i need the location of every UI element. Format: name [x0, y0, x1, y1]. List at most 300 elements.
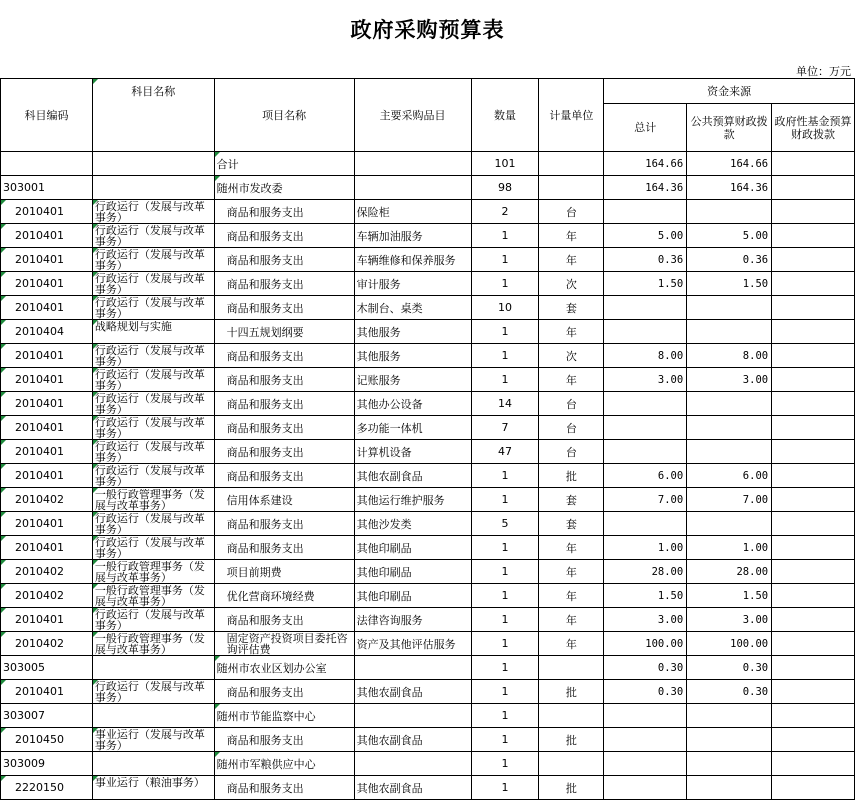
- cell-fund: [772, 176, 855, 200]
- cell-qty: 47: [471, 440, 539, 464]
- cell-measure: 年: [539, 368, 604, 392]
- cell-measure: 年: [539, 632, 604, 656]
- cell-code: 2010402: [1, 560, 93, 584]
- cell-subject: [92, 656, 214, 680]
- cell-qty: 7: [471, 416, 539, 440]
- cell-public: 0.30: [687, 656, 772, 680]
- table-row: [1, 512, 855, 536]
- cell-item: 木制台、桌类: [354, 296, 471, 320]
- cell-code: 2010401: [1, 344, 93, 368]
- cell-code: 2010401: [1, 248, 93, 272]
- cell-fund: [772, 368, 855, 392]
- cell-fund: [772, 632, 855, 656]
- cell-item: [354, 704, 471, 728]
- cell-public: 8.00: [687, 344, 772, 368]
- cell-fund: [772, 752, 855, 776]
- cell-subject: [92, 176, 214, 200]
- cell-code: 2010401: [1, 272, 93, 296]
- cell-code: 303009: [1, 752, 93, 776]
- cell-fund: [772, 512, 855, 536]
- cell-item: 其他印刷品: [354, 536, 471, 560]
- cell-measure: [539, 656, 604, 680]
- cell-total: 1.50: [604, 272, 687, 296]
- cell-project: 商品和服务支出: [214, 272, 354, 296]
- cell-fund: [772, 416, 855, 440]
- cell-fund: [772, 728, 855, 752]
- cell-total: 7.00: [604, 488, 687, 512]
- cell-measure: 批: [539, 464, 604, 488]
- cell-subject-text: 事业运行（粮油事务）: [94, 777, 205, 788]
- header-subject: 科目名称: [92, 79, 214, 152]
- cell-project: 商品和服务支出: [214, 248, 354, 272]
- cell-total: [604, 776, 687, 800]
- table-row: [1, 296, 855, 320]
- table-row: [1, 368, 855, 392]
- header-qty: 数量: [471, 79, 539, 152]
- cell-total: 100.00: [604, 632, 687, 656]
- cell-total: 3.00: [604, 608, 687, 632]
- cell-item: 计算机设备: [354, 440, 471, 464]
- table-row: [1, 416, 855, 440]
- cell-project: 商品和服务支出: [214, 368, 354, 392]
- cell-subject-text: 行政运行（发展与改革事务）: [94, 225, 205, 247]
- cell-public: [687, 392, 772, 416]
- table-row: [1, 440, 855, 464]
- cell-qty: 1: [471, 584, 539, 608]
- cell-item: 车辆加油服务: [354, 224, 471, 248]
- cell-fund: [772, 776, 855, 800]
- cell-fund: [772, 584, 855, 608]
- cell-project: 商品和服务支出: [214, 224, 354, 248]
- cell-subject-text: 一般行政管理事务（发展与改革事务）: [94, 489, 205, 511]
- header-fund: 政府性基金预算财政拨款: [772, 104, 855, 152]
- cell-subject: [92, 560, 214, 584]
- cell-subject-text: 行政运行（发展与改革事务）: [94, 249, 205, 271]
- table-row: [1, 656, 855, 680]
- cell-total: [604, 728, 687, 752]
- cell-qty: 2: [471, 200, 539, 224]
- cell-qty: 1: [471, 320, 539, 344]
- cell-item: [354, 152, 471, 176]
- table-row: [1, 464, 855, 488]
- cell-subject-text: 行政运行（发展与改革事务）: [94, 369, 205, 391]
- cell-qty: 14: [471, 392, 539, 416]
- cell-subject: [92, 320, 214, 344]
- cell-qty: 1: [471, 656, 539, 680]
- cell-qty: 1: [471, 704, 539, 728]
- cell-measure: 次: [539, 272, 604, 296]
- cell-measure: 台: [539, 200, 604, 224]
- cell-subject-text: 行政运行（发展与改革事务）: [94, 393, 205, 415]
- cell-public: 28.00: [687, 560, 772, 584]
- cell-code: 2010450: [1, 728, 93, 752]
- budget-table: [0, 78, 855, 800]
- cell-subject-text: 行政运行（发展与改革事务）: [94, 465, 205, 487]
- cell-total: [604, 320, 687, 344]
- cell-item: 其他农副食品: [354, 776, 471, 800]
- cell-subject: [92, 728, 214, 752]
- cell-public: [687, 296, 772, 320]
- cell-subject: [92, 464, 214, 488]
- cell-subject: [92, 752, 214, 776]
- cell-qty: 1: [471, 752, 539, 776]
- cell-subject-text: 行政运行（发展与改革事务）: [94, 297, 205, 319]
- cell-fund: [772, 608, 855, 632]
- cell-measure: 年: [539, 248, 604, 272]
- cell-public: [687, 752, 772, 776]
- cell-fund: [772, 152, 855, 176]
- cell-total: 6.00: [604, 464, 687, 488]
- cell-subject-text: 行政运行（发展与改革事务）: [94, 441, 205, 463]
- cell-public: 0.30: [687, 680, 772, 704]
- cell-qty: 10: [471, 296, 539, 320]
- cell-subject: [92, 344, 214, 368]
- cell-code: 2010402: [1, 584, 93, 608]
- cell-subject-text: 行政运行（发展与改革事务）: [94, 513, 205, 535]
- cell-fund: [772, 272, 855, 296]
- cell-code: 2010401: [1, 680, 93, 704]
- cell-subject: [92, 392, 214, 416]
- cell-fund: [772, 248, 855, 272]
- cell-project: 商品和服务支出: [214, 728, 354, 752]
- cell-code: 2010401: [1, 392, 93, 416]
- cell-code: 2010401: [1, 440, 93, 464]
- cell-measure: 年: [539, 536, 604, 560]
- table-row: [1, 704, 855, 728]
- cell-measure: 年: [539, 224, 604, 248]
- cell-qty: 1: [471, 224, 539, 248]
- cell-project: 商品和服务支出: [214, 200, 354, 224]
- cell-project: 商品和服务支出: [214, 464, 354, 488]
- cell-subject: [92, 224, 214, 248]
- cell-total: [604, 512, 687, 536]
- cell-subject: [92, 416, 214, 440]
- cell-project: 十四五规划纲要: [214, 320, 354, 344]
- cell-total: 164.66: [604, 152, 687, 176]
- cell-public: 164.36: [687, 176, 772, 200]
- cell-subject: [92, 776, 214, 800]
- cell-total: 1.50: [604, 584, 687, 608]
- table-row: [1, 392, 855, 416]
- cell-qty: 98: [471, 176, 539, 200]
- cell-project: 随州市农业区划办公室: [214, 656, 354, 680]
- cell-public: [687, 320, 772, 344]
- header-source: 资金来源: [604, 79, 855, 104]
- cell-public: 3.00: [687, 368, 772, 392]
- cell-item: 其他服务: [354, 344, 471, 368]
- header-code: 科目编码: [1, 79, 93, 152]
- unit-label: 单位：万元: [796, 65, 851, 78]
- table-row: [1, 272, 855, 296]
- cell-measure: 年: [539, 560, 604, 584]
- cell-public: 1.50: [687, 272, 772, 296]
- cell-qty: 1: [471, 632, 539, 656]
- cell-code: 2010402: [1, 488, 93, 512]
- table-row: [1, 584, 855, 608]
- cell-project: [214, 632, 354, 656]
- cell-total: 3.00: [604, 368, 687, 392]
- cell-subject: [92, 296, 214, 320]
- cell-measure: 次: [539, 344, 604, 368]
- table-row: [1, 224, 855, 248]
- table-row: [1, 320, 855, 344]
- cell-qty: 1: [471, 560, 539, 584]
- table-row: [1, 752, 855, 776]
- cell-measure: 台: [539, 440, 604, 464]
- cell-project: 商品和服务支出: [214, 512, 354, 536]
- cell-measure: 批: [539, 680, 604, 704]
- cell-subject-text: 行政运行（发展与改革事务）: [94, 681, 205, 703]
- cell-subject-text: 一般行政管理事务（发展与改革事务）: [94, 633, 205, 655]
- cell-fund: [772, 464, 855, 488]
- cell-public: 1.00: [687, 536, 772, 560]
- cell-measure: 批: [539, 728, 604, 752]
- cell-measure: 台: [539, 416, 604, 440]
- cell-subject-text: 一般行政管理事务（发展与改革事务）: [94, 561, 205, 583]
- cell-qty: 1: [471, 608, 539, 632]
- table-row: [1, 776, 855, 800]
- cell-code: 303001: [1, 176, 93, 200]
- table-body: [1, 152, 855, 800]
- cell-project: 商品和服务支出: [214, 536, 354, 560]
- cell-measure: 套: [539, 512, 604, 536]
- cell-subject: [92, 272, 214, 296]
- cell-fund: [772, 392, 855, 416]
- cell-code: 2010401: [1, 224, 93, 248]
- cell-qty: 1: [471, 680, 539, 704]
- cell-item: 其他印刷品: [354, 560, 471, 584]
- cell-qty: 1: [471, 776, 539, 800]
- cell-measure: 套: [539, 488, 604, 512]
- cell-subject: [92, 680, 214, 704]
- cell-project: 优化营商环境经费: [214, 584, 354, 608]
- cell-qty: 1: [471, 344, 539, 368]
- cell-total: [604, 704, 687, 728]
- header-item: 主要采购品目: [354, 79, 471, 152]
- cell-total: 1.00: [604, 536, 687, 560]
- cell-qty: 1: [471, 488, 539, 512]
- table-row: [1, 536, 855, 560]
- cell-fund: [772, 704, 855, 728]
- cell-subject-text: 事业运行（发展与改革事务）: [94, 729, 205, 751]
- cell-subject: [92, 536, 214, 560]
- cell-fund: [772, 200, 855, 224]
- cell-subject-text: 行政运行（发展与改革事务）: [94, 537, 205, 559]
- cell-public: 1.50: [687, 584, 772, 608]
- cell-subject: [92, 440, 214, 464]
- cell-item: 保险柜: [354, 200, 471, 224]
- cell-total: 5.00: [604, 224, 687, 248]
- cell-item: 其他服务: [354, 320, 471, 344]
- cell-public: [687, 704, 772, 728]
- cell-code: 2010401: [1, 200, 93, 224]
- cell-total: [604, 416, 687, 440]
- cell-fund: [772, 440, 855, 464]
- table-row: [1, 152, 855, 176]
- cell-total: 0.30: [604, 680, 687, 704]
- cell-fund: [772, 488, 855, 512]
- header-total: 总计: [604, 104, 687, 152]
- cell-project: 信用体系建设: [214, 488, 354, 512]
- table-row: [1, 176, 855, 200]
- cell-total: [604, 752, 687, 776]
- cell-measure: 批: [539, 776, 604, 800]
- cell-code: [1, 152, 93, 176]
- cell-item: [354, 656, 471, 680]
- cell-project: 随州市发改委: [214, 176, 354, 200]
- cell-project: 商品和服务支出: [214, 344, 354, 368]
- cell-subject: [92, 200, 214, 224]
- cell-subject: [92, 368, 214, 392]
- cell-code: 303005: [1, 656, 93, 680]
- cell-subject-text: 行政运行（发展与改革事务）: [94, 345, 205, 367]
- cell-measure: 台: [539, 392, 604, 416]
- table-row: [1, 608, 855, 632]
- cell-qty: 1: [471, 464, 539, 488]
- cell-total: 164.36: [604, 176, 687, 200]
- cell-public: 3.00: [687, 608, 772, 632]
- cell-qty: 101: [471, 152, 539, 176]
- cell-item: 其他农副食品: [354, 680, 471, 704]
- cell-code: 2010401: [1, 608, 93, 632]
- cell-fund: [772, 344, 855, 368]
- cell-total: 8.00: [604, 344, 687, 368]
- header-measure: 计量单位: [539, 79, 604, 152]
- cell-measure: 年: [539, 320, 604, 344]
- cell-project: 随州市军粮供应中心: [214, 752, 354, 776]
- cell-item: 其他农副食品: [354, 728, 471, 752]
- cell-fund: [772, 680, 855, 704]
- cell-code: 303007: [1, 704, 93, 728]
- cell-project: 商品和服务支出: [214, 680, 354, 704]
- cell-item: [354, 176, 471, 200]
- cell-subject: [92, 488, 214, 512]
- table-row: [1, 632, 855, 656]
- cell-subject-text: 一般行政管理事务（发展与改革事务）: [94, 585, 205, 607]
- cell-code: 2010401: [1, 512, 93, 536]
- cell-public: [687, 512, 772, 536]
- cell-fund: [772, 536, 855, 560]
- cell-item: 多功能一体机: [354, 416, 471, 440]
- cell-public: 0.36: [687, 248, 772, 272]
- cell-fund: [772, 320, 855, 344]
- cell-subject-text: 行政运行（发展与改革事务）: [94, 273, 205, 295]
- cell-fund: [772, 560, 855, 584]
- cell-project: 商品和服务支出: [214, 296, 354, 320]
- cell-code: 2010401: [1, 296, 93, 320]
- cell-code: 2010401: [1, 536, 93, 560]
- cell-total: 28.00: [604, 560, 687, 584]
- cell-total: [604, 296, 687, 320]
- cell-item: 资产及其他评估服务: [354, 632, 471, 656]
- cell-project: 商品和服务支出: [214, 416, 354, 440]
- cell-subject: [92, 584, 214, 608]
- cell-item: 车辆维修和保养服务: [354, 248, 471, 272]
- cell-project-text: 固定资产投资项目委托咨询评估费: [226, 633, 348, 655]
- cell-project: 合计: [214, 152, 354, 176]
- cell-subject: [92, 632, 214, 656]
- cell-total: 0.36: [604, 248, 687, 272]
- cell-code: 2010401: [1, 416, 93, 440]
- table-row: [1, 248, 855, 272]
- cell-code: 2220150: [1, 776, 93, 800]
- cell-item: 其他农副食品: [354, 464, 471, 488]
- cell-item: 其他办公设备: [354, 392, 471, 416]
- cell-qty: 1: [471, 728, 539, 752]
- cell-project: 商品和服务支出: [214, 440, 354, 464]
- cell-public: [687, 200, 772, 224]
- cell-public: [687, 776, 772, 800]
- cell-fund: [772, 224, 855, 248]
- cell-qty: 1: [471, 368, 539, 392]
- header-public: 公共预算财政拨款: [687, 104, 772, 152]
- cell-public: 6.00: [687, 464, 772, 488]
- table-row: [1, 728, 855, 752]
- cell-code: 2010402: [1, 632, 93, 656]
- cell-item: [354, 752, 471, 776]
- cell-project: 商品和服务支出: [214, 392, 354, 416]
- cell-measure: [539, 152, 604, 176]
- cell-fund: [772, 656, 855, 680]
- cell-item: 其他印刷品: [354, 584, 471, 608]
- cell-subject-text: 行政运行（发展与改革事务）: [94, 417, 205, 439]
- cell-subject-text: 行政运行（发展与改革事务）: [94, 609, 205, 631]
- cell-item: 法律咨询服务: [354, 608, 471, 632]
- cell-measure: 年: [539, 608, 604, 632]
- table-row: [1, 200, 855, 224]
- table-row: [1, 344, 855, 368]
- header-project: 项目名称: [214, 79, 354, 152]
- cell-code: 2010401: [1, 368, 93, 392]
- cell-total: 0.30: [604, 656, 687, 680]
- page-title: 政府采购预算表: [350, 17, 505, 42]
- cell-project: 商品和服务支出: [214, 776, 354, 800]
- cell-measure: [539, 704, 604, 728]
- cell-total: [604, 440, 687, 464]
- cell-project: 项目前期费: [214, 560, 354, 584]
- cell-item: 其他运行维护服务: [354, 488, 471, 512]
- cell-measure: 套: [539, 296, 604, 320]
- cell-measure: [539, 752, 604, 776]
- cell-code: 2010404: [1, 320, 93, 344]
- cell-fund: [772, 296, 855, 320]
- cell-subject-text: 行政运行（发展与改革事务）: [94, 201, 205, 223]
- cell-subject: [92, 152, 214, 176]
- cell-qty: 1: [471, 536, 539, 560]
- cell-subject: [92, 608, 214, 632]
- cell-public: 100.00: [687, 632, 772, 656]
- cell-item: 记账服务: [354, 368, 471, 392]
- cell-public: 164.66: [687, 152, 772, 176]
- cell-total: [604, 392, 687, 416]
- cell-subject: [92, 704, 214, 728]
- cell-subject-text: 战略规划与实施: [94, 321, 172, 332]
- cell-public: [687, 440, 772, 464]
- cell-item: 其他沙发类: [354, 512, 471, 536]
- cell-project: 随州市节能监察中心: [214, 704, 354, 728]
- cell-public: [687, 416, 772, 440]
- cell-public: [687, 728, 772, 752]
- cell-subject: [92, 248, 214, 272]
- cell-qty: 1: [471, 248, 539, 272]
- cell-qty: 1: [471, 272, 539, 296]
- cell-item: 审计服务: [354, 272, 471, 296]
- cell-project: 商品和服务支出: [214, 608, 354, 632]
- cell-code: 2010401: [1, 464, 93, 488]
- cell-total: [604, 200, 687, 224]
- cell-subject: [92, 512, 214, 536]
- table-row: [1, 560, 855, 584]
